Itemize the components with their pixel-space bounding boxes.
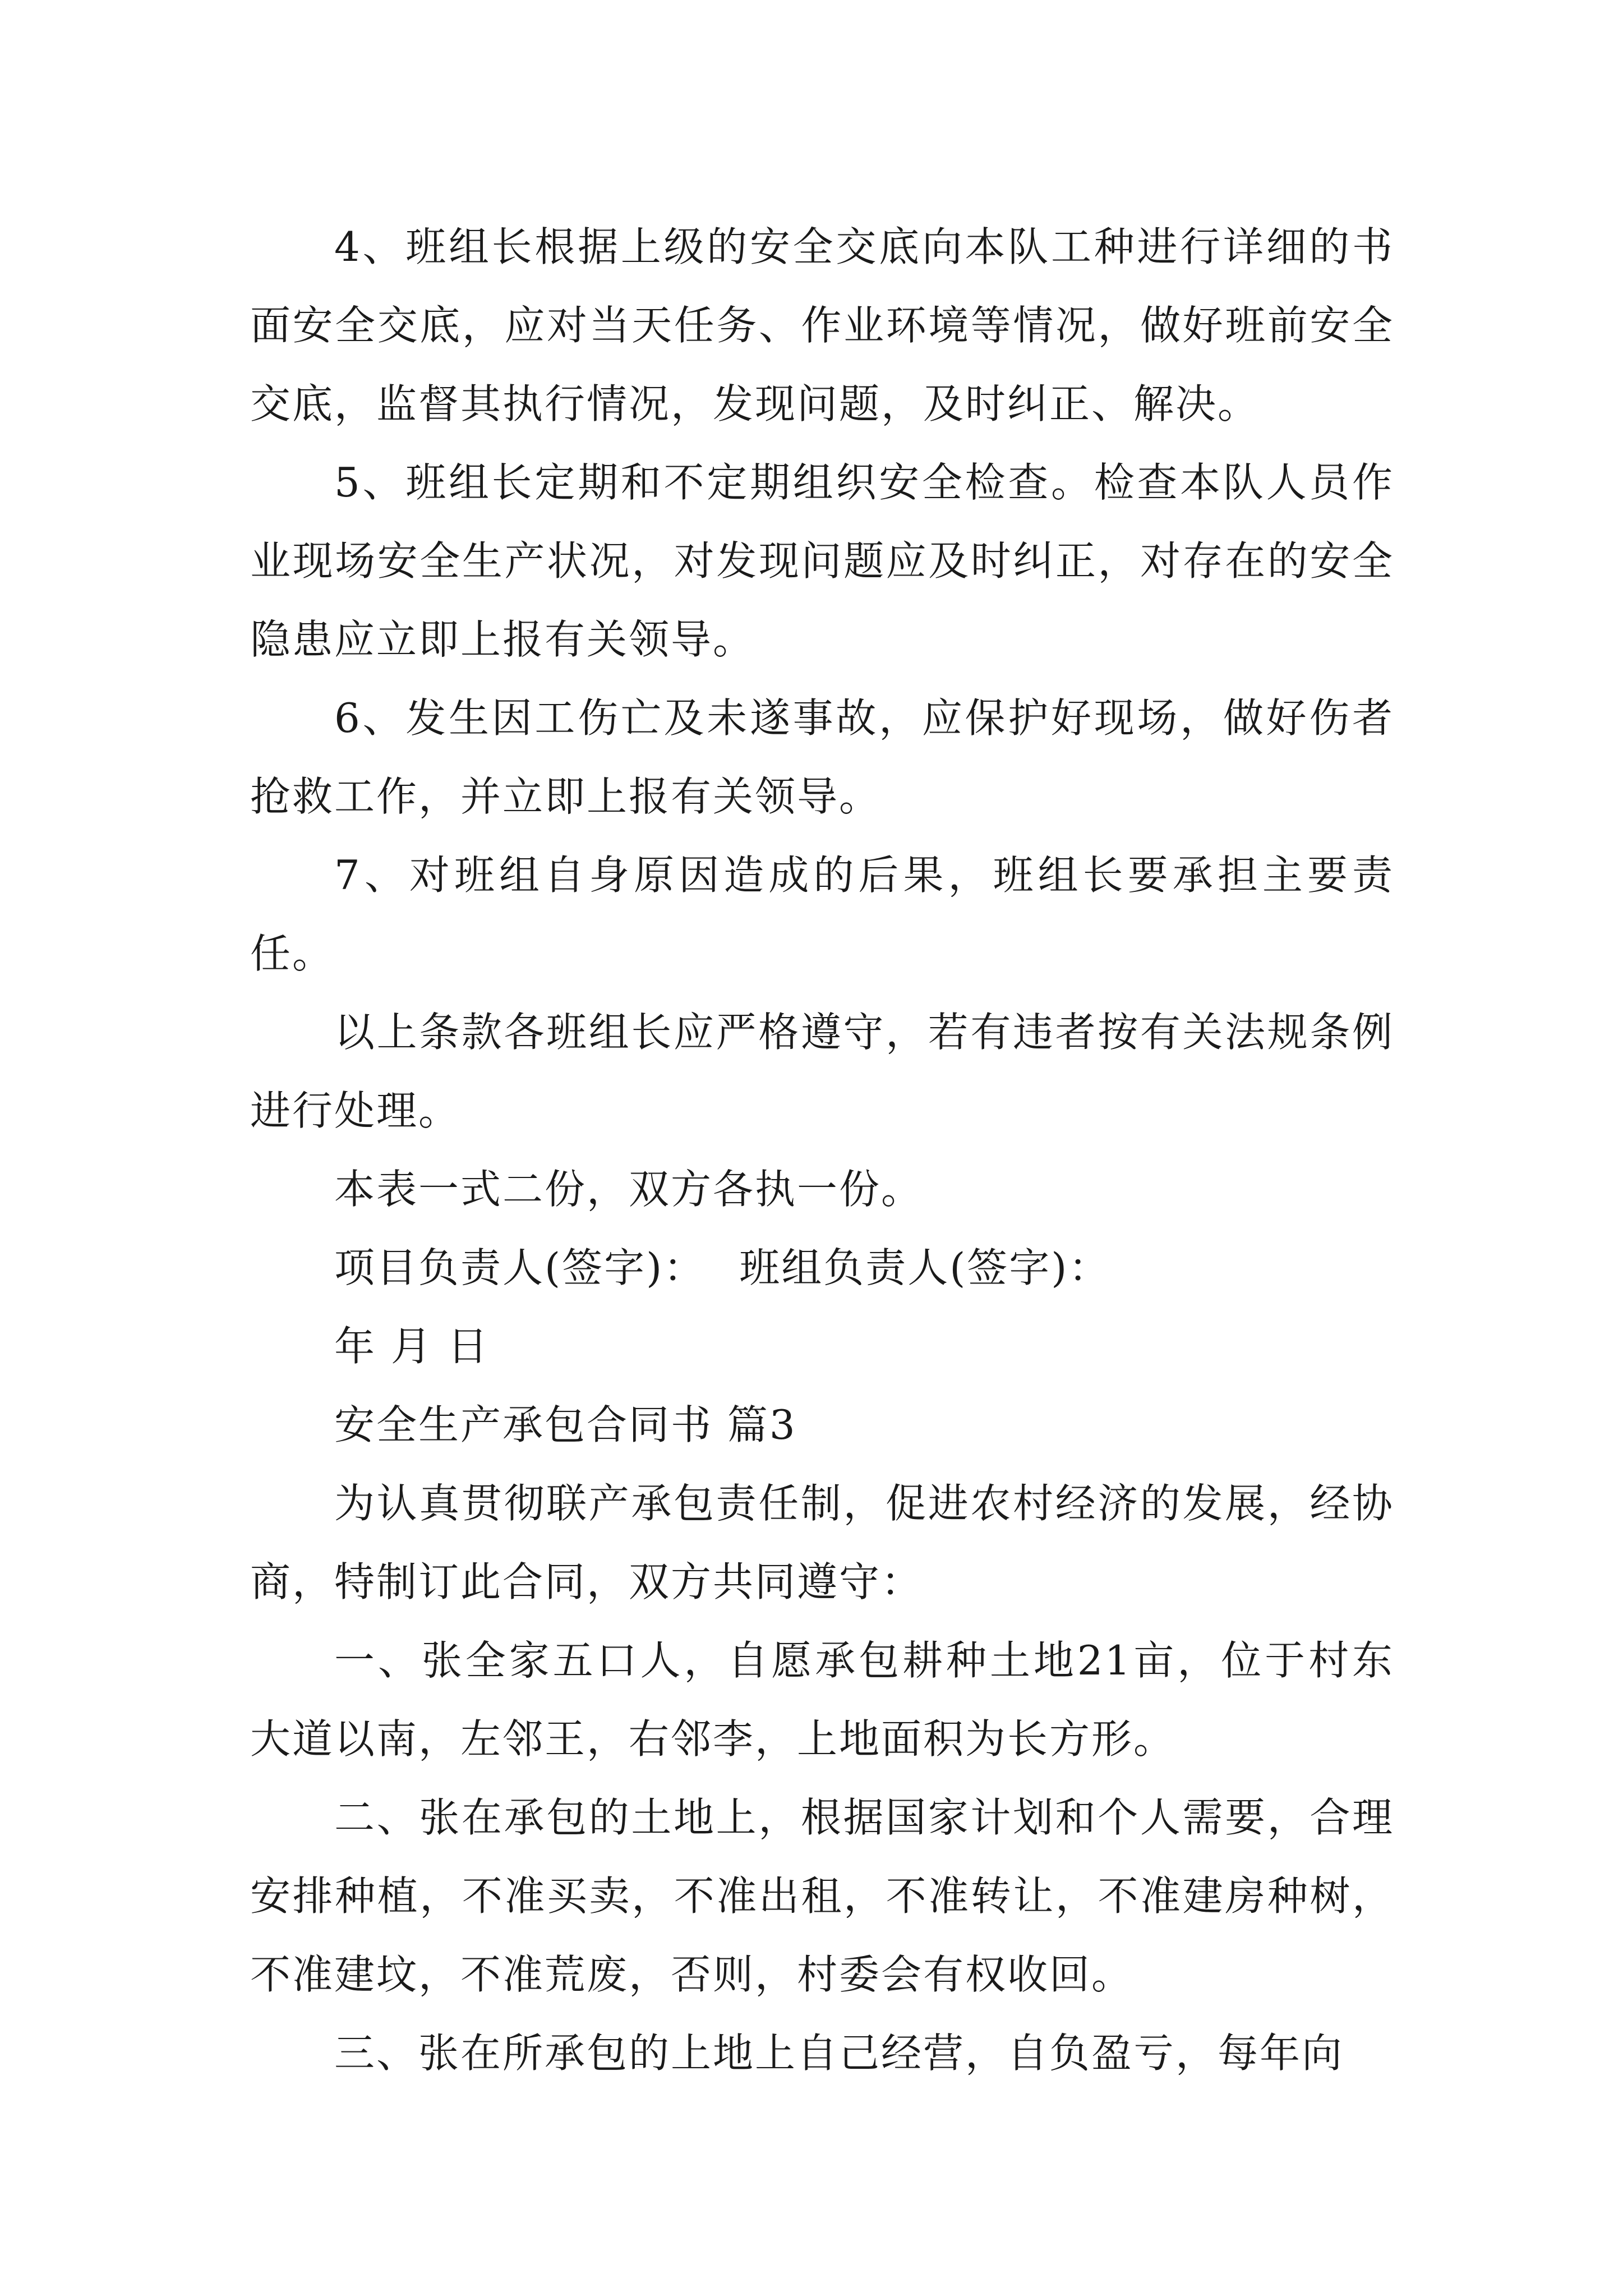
document-body (250, 208, 1394, 2092)
contract-intro: 为认真贯彻联产承包责任制，促进农村经济的发展，经协商，特制订此合同，双方共同遵守： (250, 1480, 1394, 1605)
paragraph-item-4: 4、班组长根据上级的安全交底向本队工种进行详细的书面安全交底，应对当天任务、作业环境等情况，做好班前安全交底，监督其执行情况，发现问题，及时纠正、解决。 (250, 223, 1394, 427)
signature-row (250, 1228, 1394, 1307)
paragraph-item-7: 7、对班组自身原因造成的后果，班组长要承担主要责任。 (250, 852, 1394, 977)
paragraph-copies: 本表一式二份，双方各执一份。 (334, 1166, 924, 1213)
team-lead-signature-label: 班组负责人(签字)： (739, 1244, 1111, 1291)
contract-clause-2: 二、张在承包的土地上，根据国家计划和个人需要，合理安排种植，不准买卖，不准出租，不准转让，不准建房种树，不准建坟，不准荒废，否则，村委会有权收回。 (250, 1794, 1394, 1998)
section-title: 安全生产承包合同书 篇3 (334, 1401, 797, 1448)
date-line: 年 月 日 (334, 1323, 490, 1370)
paragraph-item-5: 5、班组长定期和不定期组织安全检查。检查本队人员作业现场安全生产状况，对发现问题应及时纠正，对存在的安全隐患应立即上报有关领导。 (250, 459, 1394, 663)
paragraph-item-6: 6、发生因工伤亡及未遂事故，应保护好现场，做好伤者抢救工作，并立即上报有关领导。 (250, 694, 1394, 820)
contract-clause-3: 三、张在所承包的上地上自己经营，自负盈亏，每年向 (334, 2030, 1344, 2077)
project-lead-signature-label: 项目负责人(签字)： (334, 1244, 706, 1291)
paragraph-compliance: 以上条款各班组长应严格遵守，若有违者按有关法规条例进行处理。 (250, 1009, 1394, 1134)
contract-clause-1: 一、张全家五口人，自愿承包耕种土地21亩，位于村东大道以南，左邻王，右邻李，上地面积为长方形。 (250, 1637, 1394, 1763)
